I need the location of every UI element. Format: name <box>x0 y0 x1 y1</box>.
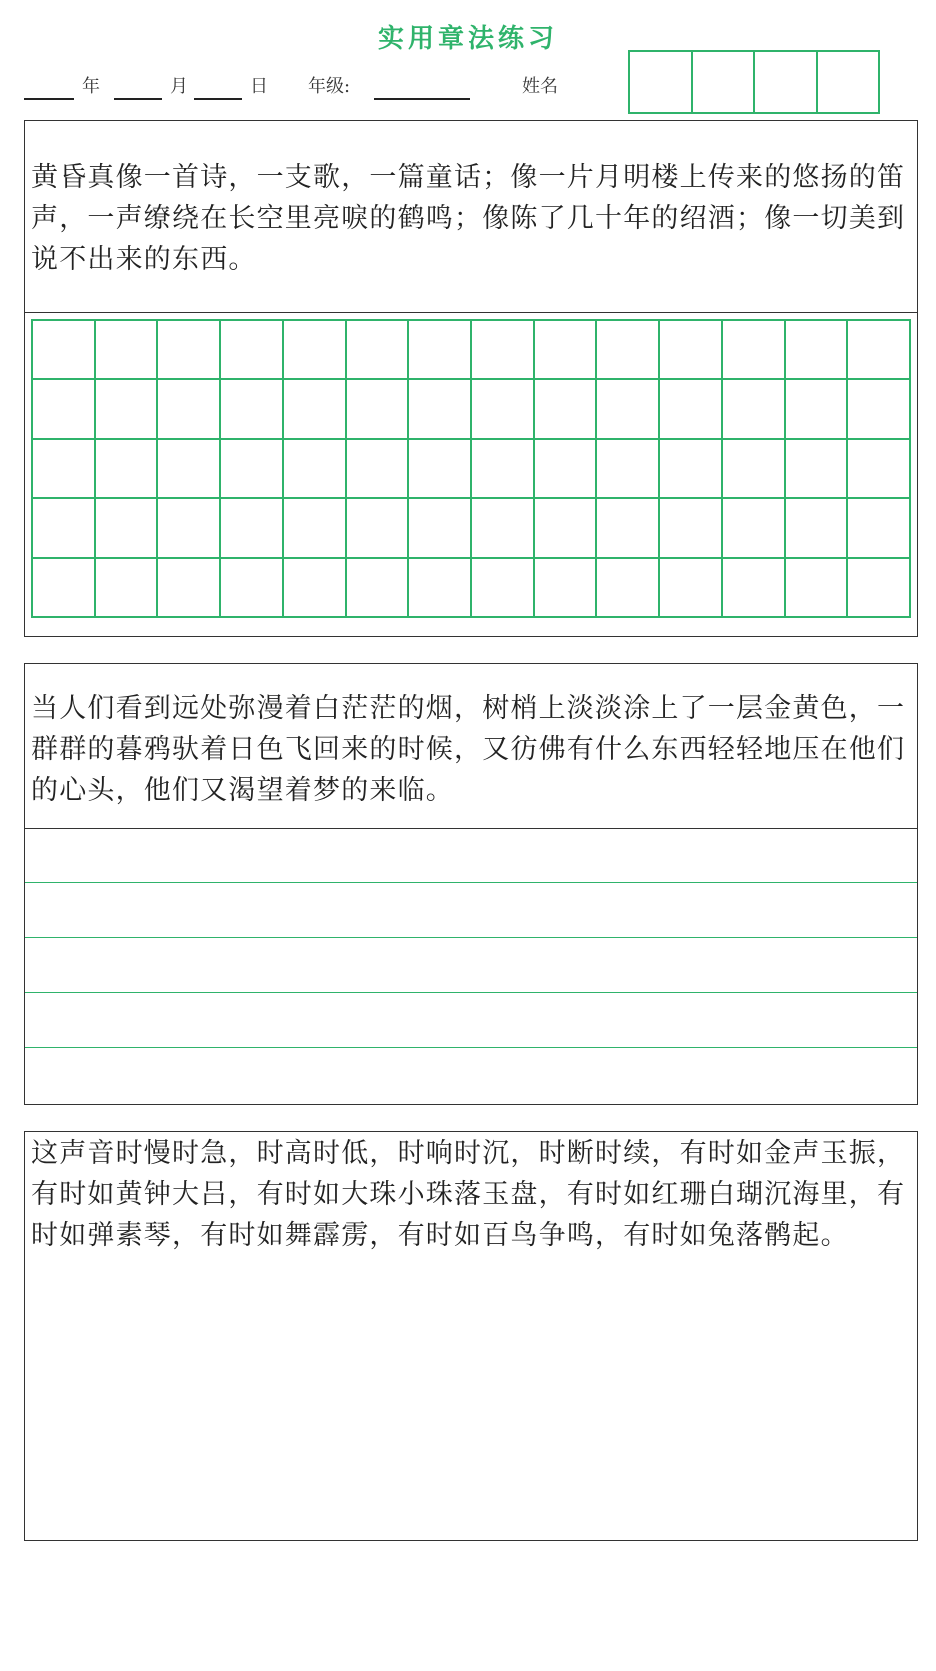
page-title: 实用章法练习 <box>377 24 558 54</box>
grid-cell[interactable] <box>848 499 911 558</box>
grid-cell[interactable] <box>221 440 284 499</box>
grid-cell[interactable] <box>535 380 598 439</box>
name-box[interactable] <box>755 52 818 112</box>
grid-cell[interactable] <box>347 380 410 439</box>
grid-cell[interactable] <box>597 440 660 499</box>
name-boxes[interactable] <box>628 50 880 114</box>
grid-cell[interactable] <box>786 321 849 380</box>
grid-cell[interactable] <box>723 321 786 380</box>
grid-cell[interactable] <box>347 440 410 499</box>
writing-lines[interactable] <box>25 828 917 1103</box>
grid-cell[interactable] <box>158 380 221 439</box>
grid-cell[interactable] <box>96 440 159 499</box>
grid-cell[interactable] <box>723 440 786 499</box>
practice-section-3 <box>24 1131 918 1541</box>
writing-line[interactable] <box>25 883 917 938</box>
writing-line[interactable] <box>25 938 917 993</box>
year-label: 年 <box>82 76 100 97</box>
grid-cell[interactable] <box>472 380 535 439</box>
day-label: 日 <box>250 76 268 97</box>
grid-cell[interactable] <box>723 559 786 618</box>
grid-cell[interactable] <box>284 321 347 380</box>
grid-cell[interactable] <box>96 321 159 380</box>
grid-cell[interactable] <box>786 559 849 618</box>
grid-cell[interactable] <box>221 559 284 618</box>
grid-cell[interactable] <box>221 380 284 439</box>
grid-cell[interactable] <box>158 559 221 618</box>
grid-cell[interactable] <box>284 559 347 618</box>
grade-label: 年级: <box>308 76 351 97</box>
practice-section-1 <box>24 120 918 637</box>
grid-cell[interactable] <box>660 440 723 499</box>
grid-cell[interactable] <box>33 499 96 558</box>
month-blank[interactable] <box>114 80 162 100</box>
grid-cell[interactable] <box>347 321 410 380</box>
writing-line[interactable] <box>25 828 917 883</box>
grid-cell[interactable] <box>409 499 472 558</box>
grid-cell[interactable] <box>96 559 159 618</box>
grid-cell[interactable] <box>472 499 535 558</box>
grid-cell[interactable] <box>96 499 159 558</box>
grid-cell[interactable] <box>597 559 660 618</box>
grid-cell[interactable] <box>597 380 660 439</box>
writing-grid[interactable] <box>31 319 911 618</box>
grid-cell[interactable] <box>848 440 911 499</box>
writing-line[interactable] <box>25 993 917 1048</box>
grade-blank[interactable] <box>374 80 470 100</box>
grid-cell[interactable] <box>535 559 598 618</box>
model-text-box <box>25 121 917 313</box>
grid-cell[interactable] <box>33 440 96 499</box>
grid-cell[interactable] <box>158 321 221 380</box>
grid-cell[interactable] <box>535 440 598 499</box>
model-text: 这声音时慢时急，时高时低，时响时沉，时断时续，有时如金声玉振，有时如黄钟大吕，有时如大珠小珠落玉盘，有时如红珊白瑚沉海里，有时如弹素琴，有时如舞霹雳，有时如百鸟争鸣，有时如兔落鹘起。 <box>31 1138 906 1251</box>
month-label: 月 <box>170 76 188 97</box>
grid-cell[interactable] <box>284 499 347 558</box>
grid-cell[interactable] <box>786 380 849 439</box>
day-blank[interactable] <box>194 80 242 100</box>
grid-cell[interactable] <box>409 321 472 380</box>
grid-cell[interactable] <box>848 380 911 439</box>
grid-cell[interactable] <box>221 499 284 558</box>
model-text-box <box>25 664 917 829</box>
name-box[interactable] <box>693 52 756 112</box>
grid-cell[interactable] <box>848 321 911 380</box>
blank-writing-area[interactable] <box>25 1302 917 1532</box>
grid-cell[interactable] <box>472 321 535 380</box>
grid-cell[interactable] <box>96 380 159 439</box>
grid-cell[interactable] <box>472 559 535 618</box>
grid-cell[interactable] <box>409 440 472 499</box>
grid-cell[interactable] <box>535 321 598 380</box>
grid-cell[interactable] <box>284 380 347 439</box>
grid-cell[interactable] <box>660 559 723 618</box>
grid-cell[interactable] <box>786 440 849 499</box>
grid-cell[interactable] <box>786 499 849 558</box>
name-label: 姓名 <box>522 76 558 97</box>
grid-cell[interactable] <box>33 321 96 380</box>
name-box[interactable] <box>630 52 693 112</box>
grid-cell[interactable] <box>597 321 660 380</box>
grid-cell[interactable] <box>535 499 598 558</box>
practice-section-2 <box>24 663 918 1105</box>
grid-cell[interactable] <box>660 380 723 439</box>
grid-cell[interactable] <box>409 559 472 618</box>
grid-cell[interactable] <box>723 380 786 439</box>
grid-cell[interactable] <box>409 380 472 439</box>
grid-cell[interactable] <box>723 499 786 558</box>
grid-cell[interactable] <box>347 559 410 618</box>
grid-cell[interactable] <box>284 440 347 499</box>
grid-cell[interactable] <box>33 559 96 618</box>
grid-cell[interactable] <box>33 380 96 439</box>
grid-cell[interactable] <box>347 499 410 558</box>
grid-cell[interactable] <box>221 321 284 380</box>
name-box[interactable] <box>818 52 879 112</box>
grid-cell[interactable] <box>158 499 221 558</box>
grid-cell[interactable] <box>597 499 660 558</box>
grid-cell[interactable] <box>848 559 911 618</box>
model-text: 当人们看到远处弥漫着白茫茫的烟，树梢上淡淡涂上了一层金黄色，一群群的暮鸦驮着日色飞回来的时候，又彷佛有什么东西轻轻地压在他们的心头，他们又渴望着梦的来临。 <box>31 693 906 806</box>
year-blank[interactable] <box>24 80 74 100</box>
writing-line[interactable] <box>25 1048 917 1103</box>
grid-cell[interactable] <box>660 321 723 380</box>
model-text: 黄昏真像一首诗，一支歌，一篇童话；像一片月明楼上传来的悠扬的笛声，一声缭绕在长空里亮唳的鹤鸣；像陈了几十年的绍酒；像一切美到说不出来的东西。 <box>31 162 906 275</box>
grid-cell[interactable] <box>158 440 221 499</box>
grid-cell[interactable] <box>660 499 723 558</box>
grid-cell[interactable] <box>472 440 535 499</box>
